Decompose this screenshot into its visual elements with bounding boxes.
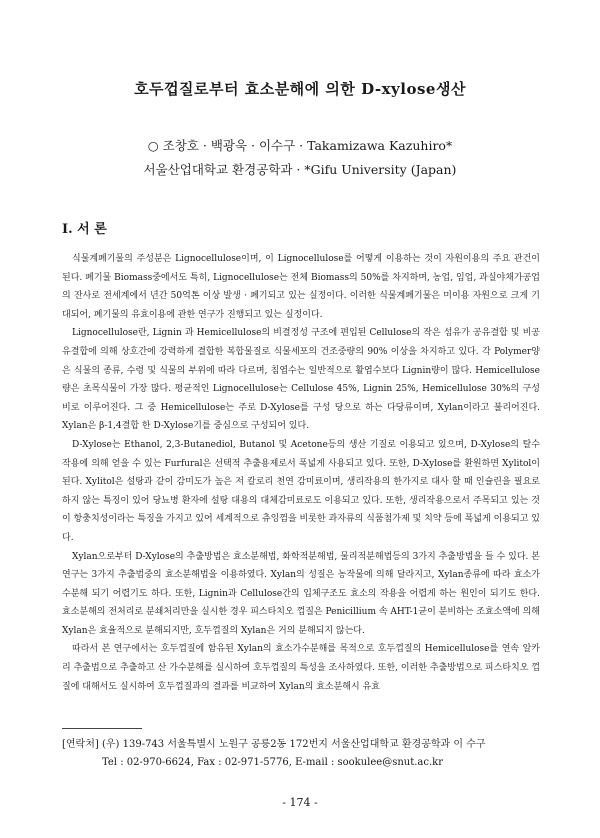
paragraph: 따라서 본 연구에서는 호두껍질에 함유된 Xylan의 효소가수분해를 목적으로 호두껍질의 Hemicellulose를 연속 알카리 추출법으로 추출하고 산 가수분해를 실시하여 호두껍질의 특성을 조사하였다. 또한, 이러한 추출방법으로 피스타치오 껍질에 대해서도 실시하여 호두껍질과의 결과를 비교하여 Xylan의 효소분해시 유효 bbox=[62, 644, 540, 692]
footnote-divider bbox=[62, 728, 142, 729]
paper-title: 호두껍질로부터 효소분해에 의한 D-xylose생산 bbox=[134, 80, 466, 98]
section-heading: Ⅰ. 서 론 bbox=[62, 222, 107, 237]
author-list: ○ 조창호 · 백광욱 · 이수구 · Takamizawa Kazuhiro* bbox=[147, 138, 453, 153]
body-text bbox=[62, 250, 540, 696]
paragraph: Xylan으로부터 D-Xylose의 추출방법은 효소분해법, 화학적분해법, 물리적분해법등의 3가지 추출방법을 들 수 있다. 본 연구는 3가지 추출법중의 효소분해법을 이용하였다. Xylan의 성질은 농작물에 의해 달라지고, Xylan종류에 따라 효소가수분해 되기 어렵기도 하다. 또한, Lignin과 Cellulose간의 입체구조도 효소의 작용을 어렵게 하는 원인이 되기도 한다. 효소분해의 전처리로 분쇄처리만을 실시한 경우 피스타치오 껍질은 Penicillium 속 AHT-1균이 분비하는 조효소액에 의해 Xylan은 효율적으로 분해되지만, 호두껍질의 Xylan은 거의 분해되지 않는다. bbox=[62, 551, 540, 636]
affiliation: 서울산업대학교 환경공학과 · *Gifu University (Japan) bbox=[143, 162, 457, 177]
paragraph: 식물계폐기물의 주성분은 Lignocellulose이며, 이 Lignocellulose를 어떻게 이용하는 것이 자원이용의 주요 관건이 된다. 폐기물 Biomass중에서도 특히, Lignocellulose는 전체 Biomass의 50%를 차지하며, 농업, 임업, 과실야채가공업의 잔사로 전세계에서 년간 50억톤 이상 발생 · 폐기되고 있는 실정이다. 이러한 식물계폐기물은 미이용 자원으로 크게 기대되어, 폐기물의 유효이용에 관한 연구가 진행되고 있는 실정이다. bbox=[62, 254, 540, 320]
paragraph: Lignocellulose란, Lignin 과 Hemicellulose의 비결정성 구조에 편입된 Cellulose의 작은 섬유가 공유결합 및 비공유결합에 의해 상호간에 강력하게 결합한 복합물질로 식물세포의 건조중량의 90% 이상을 차지하고 있다. 각 Polymer양은 식물의 종류, 수령 및 식물의 부위에 따라 다르며, 침엽수는 일반적으로 활엽수보다 Lignin량이 많다. Hemicellulose량은 초목식물이 가장 많다. 평균적인 Lignocellulose는 Cellulose 45%, Lignin 25%, Hemicellulose 30%의 구성비로 이루어진다. 그 중 Hemicellulose는 주로 D-Xylose를 구성 당으로 하는 다당류이며, Xylan이라고 불리어진다. Xylan은 β-1,4결합 한 D-Xylose기를 중심으로 구성되어 있다. bbox=[62, 328, 540, 432]
contact-footnote bbox=[62, 736, 540, 772]
paragraph: D-Xylose는 Ethanol, 2,3-Butanediol, Butanol 및 Acetone등의 생산 기질로 이용되고 있으며, D-Xylose의 탈수작용에 의해 얻을 수 있는 Furfural은 선택적 추출용제로서 폭넓게 사용되고 있다. 또한, D-Xylose를 환원하면 Xylitol이 된다. Xylitol은 설탕과 같이 감미도가 높은 저 칼로리 천연 감미료이며, 생리작용의 한가지로 대사 할 때 인슐린을 필요로 하지 않는 특징이 있어 당뇨병 환자에 설탕 대용의 대체감미료로도 이용되고 있다. 또한, 생리작용으로서 주목되고 있는 것이 항충치성이라는 특징을 가지고 있어 세계적으로 츄잉껌을 비롯한 과자류의 식품첨가제 및 치약 등에 폭넓게 이용되고 있다. bbox=[62, 439, 540, 543]
contact-tel: Tel : 02-970-6624, Fax : 02-971-5776, E-mail : sookulee@snut.ac.kr bbox=[102, 757, 444, 768]
page-number: - 174 - bbox=[282, 796, 318, 809]
contact-address: [연락처] (우) 139-743 서울특별시 노원구 공릉2동 172번지 서울산업대학교 환경공학과 이 수구 bbox=[62, 739, 486, 750]
